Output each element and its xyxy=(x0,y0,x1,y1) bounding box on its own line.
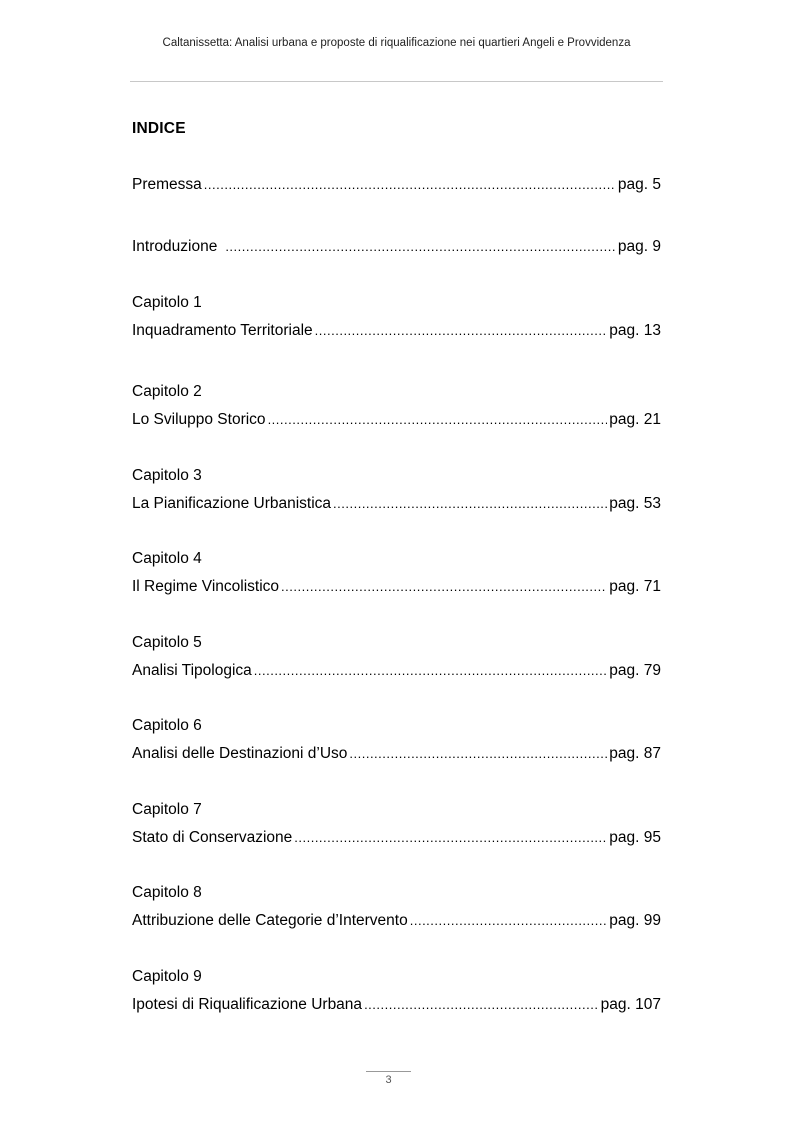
toc-entry-page: pag. 99 xyxy=(609,912,661,929)
toc-dot-leader xyxy=(410,913,608,928)
toc-entry-page: pag. 71 xyxy=(609,578,661,595)
toc-entry-page: pag. 107 xyxy=(600,996,661,1013)
header-divider xyxy=(130,81,663,82)
toc-entry-title: Introduzione xyxy=(132,238,218,255)
toc-dot-leader xyxy=(204,177,616,192)
toc-entry-title: Ipotesi di Riqualificazione Urbana xyxy=(132,996,363,1013)
toc-entry-chapter-8[interactable] xyxy=(132,912,661,930)
toc-chapter-label: Capitolo 2 xyxy=(132,383,202,400)
toc-entry-title: La Pianificazione Urbanistica xyxy=(132,495,332,512)
toc-dot-leader xyxy=(294,830,607,845)
toc-entry-chapter-7[interactable] xyxy=(132,829,661,847)
toc-chapter-label: Capitolo 5 xyxy=(132,634,202,651)
toc-entry-chapter-9[interactable] xyxy=(132,996,661,1014)
toc-entry-title: Analisi delle Destinazioni d’Uso xyxy=(132,745,348,762)
toc-entry-page: pag. 9 xyxy=(617,238,661,255)
toc-chapter-label: Capitolo 3 xyxy=(132,467,202,484)
running-header: Caltanissetta: Analisi urbana e proposte di riqualificazione nei quartieri Angeli e Provvidenza xyxy=(162,37,631,49)
toc-heading: INDICE xyxy=(132,120,186,137)
toc-chapter-label: Capitolo 9 xyxy=(132,968,202,985)
toc-entry-introduzione[interactable] xyxy=(132,238,661,256)
toc-entry-chapter-4[interactable] xyxy=(132,578,661,596)
toc-entry-title: Attribuzione delle Categorie d’Intervento xyxy=(132,912,408,929)
toc-entry-title: Lo Sviluppo Storico xyxy=(132,411,266,428)
page-number: 3 xyxy=(385,1074,392,1086)
toc-entry-chapter-3[interactable] xyxy=(132,495,661,513)
toc-entry-title: Analisi Tipologica xyxy=(132,662,252,679)
toc-dot-leader xyxy=(254,663,608,678)
toc-entry-chapter-6[interactable] xyxy=(132,745,661,763)
toc-entry-page: pag. 5 xyxy=(617,176,661,193)
toc-chapter-label: Capitolo 6 xyxy=(132,717,202,734)
toc-entry-page: pag. 79 xyxy=(609,662,661,679)
toc-dot-leader xyxy=(315,323,608,338)
footer-divider xyxy=(366,1071,411,1072)
toc-chapter-label: Capitolo 4 xyxy=(132,550,202,567)
toc-entry-premessa[interactable] xyxy=(132,176,661,194)
toc-entry-page: pag. 13 xyxy=(609,322,661,339)
toc-entry-title: Premessa xyxy=(132,176,202,193)
toc-entry-chapter-1[interactable] xyxy=(132,322,661,340)
toc-entry-title: Stato di Conservazione xyxy=(132,829,293,846)
toc-dot-leader xyxy=(333,496,607,511)
toc-entry-title: Il Regime Vincolistico xyxy=(132,578,280,595)
toc-entry-chapter-5[interactable] xyxy=(132,662,661,680)
toc-dot-leader xyxy=(225,239,616,254)
toc-entry-title: Inquadramento Territoriale xyxy=(132,322,313,339)
toc-entry-chapter-2[interactable] xyxy=(132,411,661,429)
toc-chapter-label: Capitolo 7 xyxy=(132,801,202,818)
toc-entry-page: pag. 95 xyxy=(609,829,661,846)
toc-chapter-label: Capitolo 8 xyxy=(132,884,202,901)
toc-dot-leader xyxy=(268,412,608,427)
toc-dot-leader xyxy=(349,746,607,761)
toc-chapter-label: Capitolo 1 xyxy=(132,294,202,311)
toc-dot-leader xyxy=(364,997,599,1012)
toc-dot-leader xyxy=(281,579,607,594)
toc-entry-page: pag. 21 xyxy=(609,411,661,428)
toc-entry-page: pag. 53 xyxy=(609,495,661,512)
toc-entry-page: pag. 87 xyxy=(609,745,661,762)
